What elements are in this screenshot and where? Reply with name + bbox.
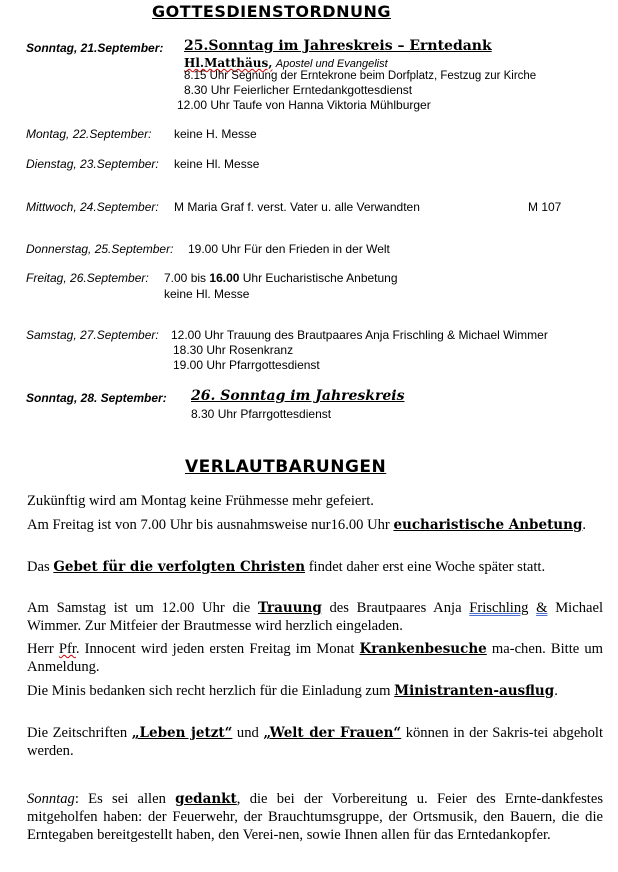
- ann7-e: können in der Sakris-tei abgeholt werden.: [27, 725, 603, 759]
- friday-line-2: keine Hl. Messe: [164, 287, 250, 301]
- wednesday-text: M Maria Graf f. verst. Vater u. alle Verwandten: [174, 200, 420, 214]
- schedule-heading: GOTTESDIENSTORDNUNG: [152, 2, 391, 21]
- ann7-bold-1: „Leben jetzt“: [131, 725, 233, 741]
- sunday2-date: Sonntag, 28. September:: [26, 391, 167, 405]
- ann8-sonntag: Sonntag: [27, 791, 75, 807]
- announcements-heading: VERLAUTBARUNGEN: [185, 457, 387, 477]
- sunday2-line: 8.30 Uhr Pfarrgottesdienst: [191, 407, 332, 421]
- announcement-5: [27, 640, 603, 676]
- ann4-amp: &: [536, 600, 548, 616]
- announcement-7: [27, 724, 603, 760]
- sunday1-title: 25.Sonntag im Jahreskreis – Erntedank: [184, 38, 492, 54]
- ann7-a: Die Zeitschriften: [27, 725, 132, 741]
- sunday2-title: 26. Sonntag im Jahreskreis: [191, 388, 405, 404]
- ann3-a: Das: [27, 559, 54, 575]
- ann6-c: .: [554, 683, 558, 699]
- announcement-2: [27, 516, 603, 534]
- ann5-bold: Krankenbesuche: [359, 641, 487, 657]
- ann5-pfr: Pfr: [58, 641, 76, 657]
- sunday1-line-1: 8.15 Uhr Segnung der Erntekrone beim Dorfplatz, Festzug zur Kirche: [184, 70, 537, 82]
- friday-line-1: [164, 271, 398, 285]
- monday-date: Montag, 22.September:: [26, 127, 152, 141]
- thursday-text: 19.00 Uhr Für den Frieden in der Welt: [188, 242, 390, 256]
- ann4-name: Frischling: [469, 600, 529, 616]
- monday-text: keine H. Messe: [174, 127, 257, 141]
- ann2-c: .: [582, 517, 587, 533]
- ann8-d: , die bei der Vorbereitung u. Feier des Ernte-dankfestes mitgeholfen haben: der Feuerwehr, der Brauchtumsgruppe, der Ortsmusik, den Bauern, die die Erntegaben bereitgestellt haben, den Verei-nen, sowie Ihnen allen für das Erntedankopfer.: [27, 791, 603, 843]
- ann4-space: [528, 600, 536, 616]
- tuesday-text: keine Hl. Messe: [174, 157, 260, 171]
- thursday-date: Donnerstag, 25.September:: [26, 242, 174, 256]
- announcement-3: [27, 558, 603, 576]
- announcement-8: [27, 790, 603, 844]
- announcement-1-text: Zukünftig wird am Montag keine Frühmesse mehr gefeiert.: [27, 493, 374, 509]
- saturday-line-2: 18.30 Uhr Rosenkranz: [173, 343, 294, 357]
- ann3-c: findet daher erst eine Woche später statt.: [305, 559, 546, 575]
- ann2-a: Am Freitag ist von 7.00 Uhr bis ausnahmsweise nur16.00 Uhr: [27, 517, 394, 533]
- friday-bis: bis: [190, 271, 207, 285]
- ann4-bold: Trauung: [257, 600, 322, 616]
- sunday1-line-2: 8.30 Uhr Feierlicher Erntedankgottesdienst: [184, 83, 413, 97]
- friday-time-to: 16.00: [209, 271, 240, 285]
- ann8-bold: gedankt: [175, 791, 237, 807]
- ann6-a: Die Minis bedanken sich recht herzlich für die Einladung zum: [27, 683, 395, 699]
- ann5-a: Herr: [27, 641, 59, 657]
- ann4-a: Am Samstag ist um 12.00 Uhr die: [27, 600, 258, 616]
- wednesday-code: M 107: [528, 200, 562, 214]
- friday-date: Freitag, 26.September:: [26, 271, 149, 285]
- ann8-b: : Es sei allen: [74, 791, 176, 807]
- saturday-line-3: 19.00 Uhr Pfarrgottesdienst: [173, 358, 320, 372]
- ann4-g: Michael Wimmer. Zur Mitfeier der Brautmesse wird herzlich eingeladen.: [27, 600, 604, 634]
- friday-rest: Uhr Eucharistische Anbetung: [242, 271, 398, 285]
- ann5-e: ma-chen. Bitte um Anmeldung.: [27, 641, 604, 675]
- sunday1-line-3: 12.00 Uhr Taufe von Hanna Viktoria Mühlburger: [177, 98, 431, 112]
- ann7-c: und: [232, 725, 264, 741]
- announcement-6: [27, 682, 603, 700]
- wednesday-date: Mittwoch, 24.September:: [26, 200, 159, 214]
- announcement-1: [27, 492, 603, 510]
- ann6-bold: Ministranten-ausflug: [394, 683, 555, 699]
- ann3-bold: Gebet für die verfolgten Christen: [53, 559, 306, 575]
- ann7-bold-2: „Welt der Frauen“: [263, 725, 402, 741]
- friday-time-from: 7.00: [164, 271, 188, 285]
- ann2-bold: eucharistische Anbetung: [393, 517, 583, 533]
- saint-name: Hl.Matthäus,: [184, 56, 273, 70]
- sunday1-saint-line: [184, 56, 388, 70]
- saturday-date: Samstag, 27.September:: [26, 328, 159, 342]
- tuesday-date: Dienstag, 23.September:: [26, 157, 159, 171]
- saint-note: Apostel und Evangelist: [275, 58, 388, 70]
- sunday1-date: Sonntag, 21.September:: [26, 41, 164, 55]
- saturday-line-1: 12.00 Uhr Trauung des Brautpaares Anja Frischling & Michael Wimmer: [171, 328, 548, 342]
- ann4-c: des Brautpaares Anja: [321, 600, 470, 616]
- ann5-c: . Innocent wird jeden ersten Freitag im Monat: [75, 641, 360, 657]
- announcement-4: [27, 599, 603, 635]
